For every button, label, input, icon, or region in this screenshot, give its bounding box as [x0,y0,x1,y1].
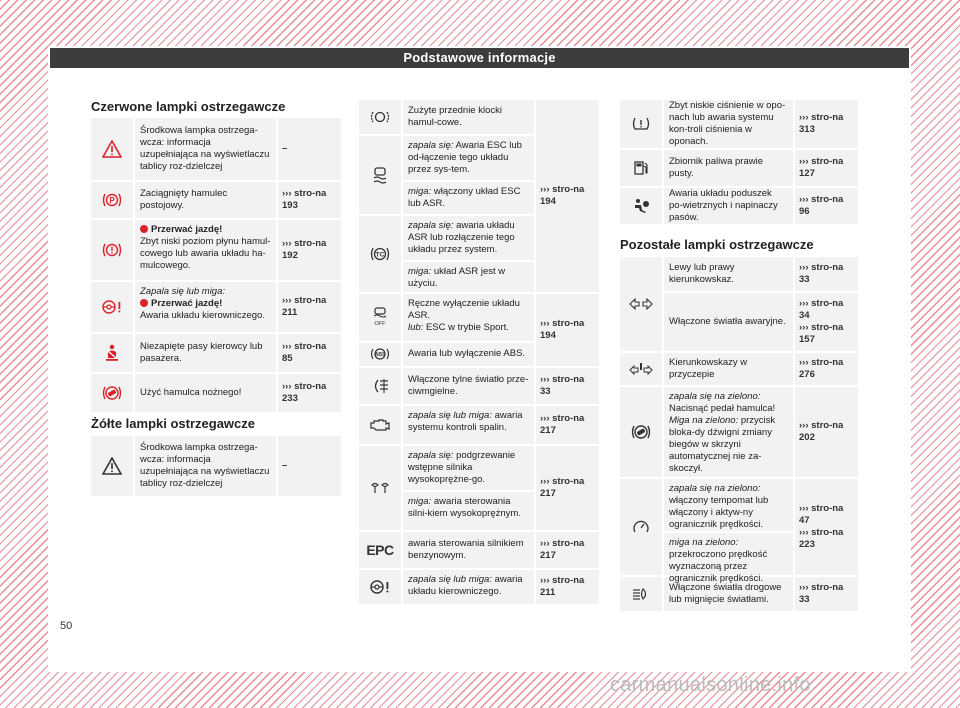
row-text: Zbyt niskie ciśnienie w opo-nach lub awaria systemu kon-troli ciśnienia w oponach. [664,100,795,148]
page-ref: ››› stro-na 85 [282,341,327,364]
row-condition: zapala się lub miga: [408,574,492,585]
row-text: Włączone tylne światło prze-ciwmgielne. [403,368,536,404]
indicators-row [620,257,858,353]
brake-pads-icon [359,100,403,134]
page-ref: – [282,460,288,471]
page-ref: ››› stro-na 223 [799,527,844,550]
glow-plug-icon [359,446,403,530]
steering-warning-icon [359,570,403,604]
fuel-icon [620,150,664,186]
row-condition: zapala się na zielono: [669,483,761,494]
page-ref: ››› stro-na 202 [799,420,844,443]
page-ref: ››› stro-na 211 [282,295,327,318]
esc-group-row [359,100,599,294]
row-desc: awaria układu ASR lub rozłączenie tego układu przez system. [408,220,515,255]
warning-triangle-icon [91,118,135,180]
row-text [403,570,536,604]
traction-control-icon [359,216,403,292]
page-ref: ››› stro-na 33 [799,582,844,605]
brake-fluid-icon [91,220,135,280]
table-row [359,446,599,532]
table-row [91,282,341,334]
row-text [403,406,536,444]
row-condition: Zapala się lub miga: [140,286,226,297]
row-text: Środkowa lampka ostrzega-wcza: informacja uzupełniająca na wyświetlaczu tablicy roz-dzielczej [135,436,278,496]
table-row [620,100,858,150]
row-text: Zbiornik paliwa prawie pusty. [664,150,795,186]
page-ref: ››› stro-na 127 [799,156,844,179]
row-text [664,387,795,477]
page-ref: ››› stro-na 33 [799,262,844,285]
page-ref: ››› stro-na 194 [540,184,585,207]
table-row [664,257,858,291]
row-condition: Miga na zielono: [669,415,739,426]
row-text: Awaria lub wyłączenie ABS. [408,348,526,360]
table-row [620,577,858,611]
row-text: Zaciągnięty hamulec postojowy. [135,182,278,218]
row-text [135,282,278,332]
page-ref: ››› stro-na 47 [799,503,844,526]
page-ref: ››› stro-na 217 [540,413,585,436]
row-text [403,294,534,341]
row-desc: Nacisnąć pedał hamulca! [669,403,776,414]
seatbelt-icon [91,334,135,372]
esc-icon [359,136,403,214]
page-ref: ››› stro-na 194 [540,318,585,341]
svg-text:P: P [109,196,115,205]
esc-off-icon [359,294,403,341]
trailer-indicator-icon [620,353,664,385]
high-beam-icon [620,577,664,611]
row-text: Środkowa lampka ostrzega-wcza: informacja uzupełniająca na wyświetlaczu tablicy roz-dzielczej [135,118,278,180]
row-condition: miga na zielono: [669,537,739,548]
steering-warning-icon [91,282,135,332]
row-text [664,479,793,531]
stop-warning: Przerwać jazdę! [151,298,223,309]
row-condition: miga: [408,496,432,507]
esc-group [359,100,536,292]
row-text: Awaria układu poduszek po-wietrznych i napinaczy pasów. [664,188,795,224]
row-text: Niezapięte pasy kierowcy lub pasażera. [135,334,278,372]
epc-icon-text: EPC [366,542,394,558]
row-condition: lub: [408,322,424,333]
stop-warning: Przerwać jazdę! [151,224,223,235]
rear-fog-icon [359,368,403,404]
parking-brake-icon [91,182,135,218]
yellow-lights-table [91,436,341,496]
row-desc: podgrzewanie wstępne silnika wysokoprężne-go. [408,450,516,485]
table-row [664,291,858,351]
watermark: carmanualsonline.info [610,674,811,696]
esc-abs-row [359,294,599,368]
row-text: Włączone światła drogowe lub mignięcie światłami. [664,577,795,611]
table-row [620,188,858,224]
page-ref: ››› stro-na 157 [799,322,844,345]
table-row [91,182,341,220]
row-condition: zapala się na zielono: [669,391,761,402]
page-ref: ››› stro-na 276 [799,357,844,380]
page-ref: ››› stro-na 211 [540,575,585,598]
stop-dot-icon [140,299,148,307]
row-text [403,446,534,490]
row-desc: przycisk bloka-dy dźwigni zmiany biegów w skrzyni automatycznej nie za-skoczył. [669,415,776,474]
turn-signal-icon [620,257,664,351]
page-ref: ››› stro-na 217 [540,476,585,499]
yellow-lights-title: Żółte lampki ostrzegawcze [91,416,255,431]
brake-pedal-icon [91,374,135,412]
table-row [91,334,341,374]
row-condition: zapala się: [408,220,454,231]
table-row [359,214,534,292]
row-text: Kierunkowskazy w przyczepie [664,353,795,385]
tire-pressure-icon [620,100,664,148]
page-ref: – [282,143,288,154]
row-desc: układ ASR jest w użyciu. [408,266,506,289]
other-lights-title: Pozostałe lampki ostrzegawcze [620,237,814,252]
page-ref: ››› stro-na 193 [282,188,327,211]
row-text: Zużyte przednie klocki hamul-cowe. [408,105,502,128]
table-row [359,134,534,214]
row-text: awaria sterowania silnikiem benzynowym. [403,532,536,568]
table-row [91,436,341,496]
table-row [359,532,599,570]
table-row [359,368,599,406]
table-row [620,150,858,188]
row-condition: zapala się: [408,140,454,151]
page-ref: ››› stro-na 34 [799,298,844,321]
abs-icon [359,343,403,366]
row-desc: Ręczne wyłączenie układu ASR. [408,298,520,321]
svg-text:OFF: OFF [374,321,386,328]
page-ref: ››› stro-na 313 [799,112,844,135]
table-row [91,118,341,182]
brake-pedal-icon [620,387,664,477]
table-row [359,294,534,341]
row-desc: awaria układu kierowniczego. [408,574,523,597]
row-desc: Zbyt niski poziom płynu hamul-cowego lub awaria układu ha-mulcowego. [140,236,271,271]
row-text [403,180,534,214]
table-row [620,353,858,387]
cruise-control-icon [620,479,664,575]
yellow-lights-table-2 [359,100,599,604]
engine-icon [359,406,403,444]
row-text [403,136,534,180]
table-row [91,374,341,412]
svg-text:TC: TC [375,251,385,259]
row-condition: miga: [408,266,432,277]
airbag-icon [620,188,664,224]
row-desc: awaria systemu kontroli spalin. [408,410,523,433]
page-ref: ››› stro-na 233 [282,381,327,404]
row-text: Lewy lub prawy kierunkowskaz. [664,257,795,291]
page-ref: ››› stro-na 96 [799,194,844,217]
row-desc: przekroczono prędkość wyznaczoną przez ogranicznik prędkości. [669,549,768,584]
row-text: Użyć hamulca nożnego! [135,374,278,412]
table-row [620,479,858,584]
table-row [91,220,341,282]
warning-triangle-icon [91,436,135,496]
row-desc: Awaria ESC lub od-łączenie tego układu przez sys-tem. [408,140,522,175]
page-ref: ››› stro-na 217 [540,538,585,561]
red-lights-table [91,118,341,412]
row-desc: awaria sterowania silni-kiem wysokoprężnym. [408,496,521,519]
table-row [620,387,858,479]
other-lights-table [620,257,858,611]
row-condition: zapala się lub miga: [408,410,492,421]
table-row [359,406,599,446]
table-row [359,341,534,366]
yellow-lights-table-3 [620,100,858,224]
page-ref: ››› stro-na 192 [282,238,327,261]
table-row [359,570,599,604]
row-desc: włączony układ ESC lub ASR. [408,186,521,209]
row-desc: włączony tempomat lub włączony i aktyw-ny ogranicznik prędkości. [669,495,769,530]
row-text [403,260,534,294]
row-text: Włączone światła awaryjne. [664,293,795,351]
svg-text:ABS: ABS [374,352,386,359]
row-desc: ESC w trybie Sport. [425,322,509,333]
row-condition: zapala się: [408,450,454,461]
epc-icon [359,532,403,568]
red-lights-title: Czerwone lampki ostrzegawcze [91,99,286,114]
page-number: 50 [60,620,73,632]
page-ref: ››› stro-na 33 [540,374,585,397]
page-header: Podstawowe informacje [50,48,909,68]
row-text [403,490,534,530]
row-text [403,216,534,260]
row-text [135,220,278,280]
row-desc: Awaria układu kierowniczego. [140,310,265,321]
row-condition: miga: [408,186,432,197]
stop-dot-icon [140,225,148,233]
table-row [359,100,534,134]
